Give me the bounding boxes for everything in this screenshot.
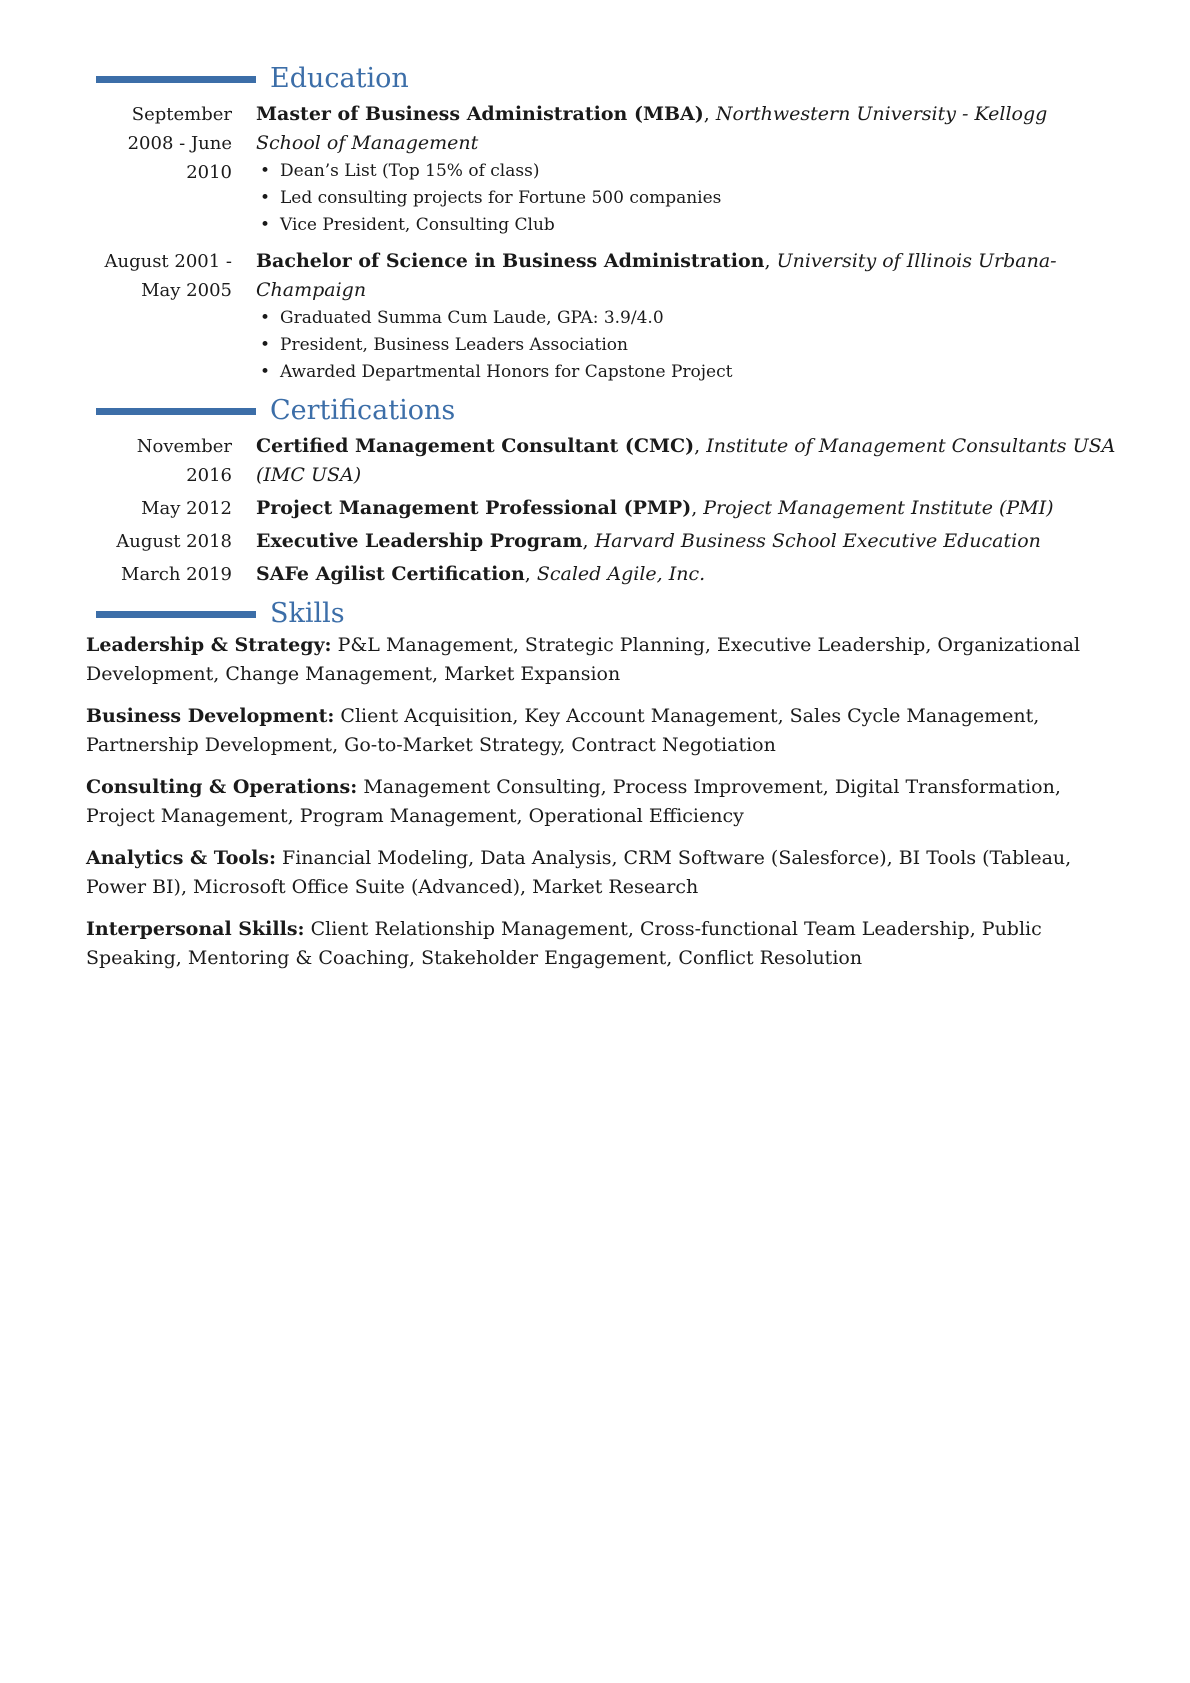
skill-items: Client Acquisition, Key Account Management, Sales Cycle Management, Partnership Development, Go-to-Market Strategy, Contract Negotiation xyxy=(86,705,1040,756)
skill-items: Client Relationship Management, Cross-functional Team Leadership, Public Speaking, Mentoring & Coaching, Stakeholder Engagement, Conflict Resolution xyxy=(86,918,1042,969)
certification-issuer: Harvard Business School Executive Education xyxy=(594,530,1041,552)
skill-row xyxy=(86,631,1116,689)
entry-date: November 2016 xyxy=(136,436,232,486)
entry-date: August 2018 xyxy=(116,531,232,552)
certification-entry xyxy=(86,432,1116,490)
bullet-item: • Led consulting projects for Fortune 500 companies xyxy=(256,185,1116,212)
skill-items: Management Consulting, Process Improvement, Digital Transformation, Project Management, Program Management, Operational Efficiency xyxy=(86,776,1061,827)
bullet-item: • President, Business Leaders Association xyxy=(256,332,1116,359)
skill-row xyxy=(86,844,1116,902)
skills-section xyxy=(86,597,1116,973)
certification-issuer: Project Management Institute (PMI) xyxy=(703,497,1054,519)
separator: , xyxy=(764,250,777,272)
certification-name: Certified Management Consultant (CMC) xyxy=(256,435,695,457)
certification-name: Project Management Professional (PMP) xyxy=(256,497,692,519)
bullet-list xyxy=(256,158,1116,239)
skill-label: Consulting & Operations: xyxy=(86,776,358,798)
entry-body xyxy=(256,494,1116,523)
separator: , xyxy=(524,563,537,585)
certifications-header xyxy=(86,394,1116,428)
certification-issuer: Scaled Agile, Inc. xyxy=(536,563,706,585)
bullet-item: • Dean’s List (Top 15% of class) xyxy=(256,158,1116,185)
entry-body xyxy=(256,100,1116,239)
education-title: Education xyxy=(270,63,409,94)
section-rule xyxy=(96,611,256,618)
entry-date: March 2019 xyxy=(121,564,232,585)
education-section xyxy=(86,62,1116,386)
entry-body xyxy=(256,432,1116,490)
skills-header xyxy=(86,597,1116,631)
certification-name: Executive Leadership Program xyxy=(256,530,583,552)
skill-row xyxy=(86,915,1116,973)
entry-date: September 2008 - June 2010 xyxy=(127,104,232,183)
separator: , xyxy=(582,530,595,552)
skill-row xyxy=(86,773,1116,831)
skill-label: Analytics & Tools: xyxy=(86,847,276,869)
skills-title: Skills xyxy=(270,598,345,629)
institution-name: University of Illinois Urbana-Champaign xyxy=(256,250,1057,301)
entry-body xyxy=(256,560,1116,589)
bullet-item: • Vice President, Consulting Club xyxy=(256,212,1116,239)
degree-title: Bachelor of Science in Business Administration xyxy=(256,250,765,272)
certification-entry xyxy=(86,494,1116,523)
degree-title: Master of Business Administration (MBA) xyxy=(256,103,704,125)
certifications-section xyxy=(86,394,1116,589)
separator: , xyxy=(694,435,707,457)
section-rule xyxy=(96,76,256,83)
certification-name: SAFe Agilist Certification xyxy=(256,563,525,585)
skill-label: Interpersonal Skills: xyxy=(86,918,305,940)
section-rule xyxy=(96,408,256,415)
skill-row xyxy=(86,702,1116,760)
certification-entry xyxy=(86,560,1116,589)
certification-issuer: Institute of Management Consultants USA (IMC USA) xyxy=(256,435,1116,486)
skill-items: P&L Management, Strategic Planning, Executive Leadership, Organizational Development, Change Management, Market Expansion xyxy=(86,634,1081,685)
bullet-list xyxy=(256,305,1116,386)
institution-name: Northwestern University - Kellogg School of Management xyxy=(256,103,1048,154)
entry-date: August 2001 - May 2005 xyxy=(104,251,232,301)
entry-body xyxy=(256,247,1116,386)
education-entry xyxy=(86,100,1116,239)
bullet-item: • Graduated Summa Cum Laude, GPA: 3.9/4.0 xyxy=(256,305,1116,332)
entry-body xyxy=(256,527,1116,556)
education-header xyxy=(86,62,1116,96)
resume-page xyxy=(86,62,1116,986)
separator: , xyxy=(703,103,716,125)
certifications-title: Certifications xyxy=(270,395,456,426)
certification-entry xyxy=(86,527,1116,556)
skill-label: Leadership & Strategy: xyxy=(86,634,332,656)
separator: , xyxy=(691,497,704,519)
skill-items: Financial Modeling, Data Analysis, CRM Software (Salesforce), BI Tools (Tableau, Power BI), Microsoft Office Suite (Advanced), Market Research xyxy=(86,847,1072,898)
entry-date: May 2012 xyxy=(141,498,232,519)
skill-label: Business Development: xyxy=(86,705,335,727)
education-entry xyxy=(86,247,1116,386)
bullet-item: • Awarded Departmental Honors for Capstone Project xyxy=(256,359,1116,386)
skills-list xyxy=(86,631,1116,973)
